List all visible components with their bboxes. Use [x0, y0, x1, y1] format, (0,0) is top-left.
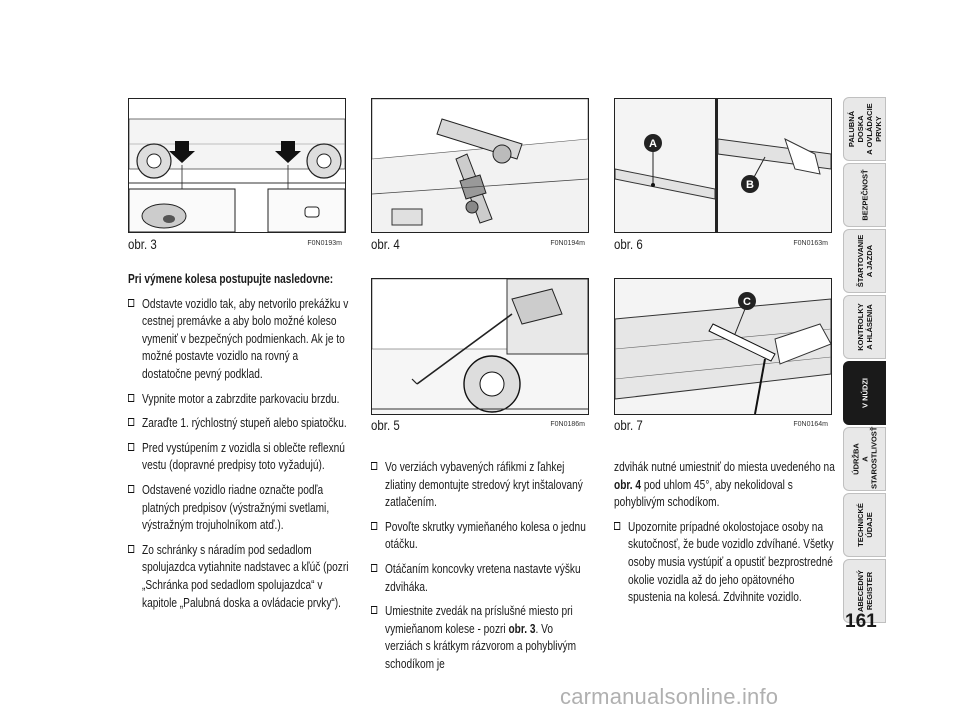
- tab-bezpecnost[interactable]: BEZPEČNOSŤ: [843, 163, 886, 227]
- list-item: Zaraďte 1. rýchlostný stupeň alebo spiatočku.: [128, 414, 350, 432]
- list-item: Odstavte vozidlo tak, aby netvorilo prekážku v cestnej premávke a aby bolo možné koleso vymeniť v bezpečných podmienkach. Ak je to možné postavte vozidlo na rovný a dostatočne pevný podklad.: [128, 295, 350, 383]
- list-item: Upozornite prípadné okolostojace osoby na skutočnosť, že bude vozidlo zdvíhané. Všetky osoby musia vystúpiť a opustiť bezprostredné okolie vozidla až do jeho opätovného spustenia na kolesá. Zdvihnite vozidlo.: [614, 518, 836, 606]
- figure-reference: obr. 4: [614, 476, 642, 492]
- figure-obr-4: [371, 98, 589, 233]
- figure-reference: obr. 3: [508, 620, 536, 636]
- caption-obr-6: obr. 6: [614, 236, 643, 252]
- figure-obr-3: [128, 98, 346, 233]
- figure-code-obr-7: F0N0164m: [793, 421, 828, 428]
- list-item: Vo verziách vybavených ráfikmi z ľahkej zliatiny demontujte stredový kryt inštalovaný zatlačením.: [371, 458, 593, 511]
- caption-obr-5: obr. 5: [371, 417, 400, 433]
- callout-c: C: [743, 296, 751, 308]
- step-release-points-illustration: [615, 99, 831, 232]
- van-side-jacking-points-illustration: [129, 99, 345, 232]
- figure-code-obr-3: F0N0193m: [307, 240, 342, 247]
- tab-udrzba[interactable]: ÚDRŽBA A STAROSTLIVOSŤ: [843, 427, 886, 491]
- list-item: Odstavené vozidlo riadne označte podľa platných predpisov (výstražnými svetlami, výstražným trojuholníkom atď.).: [128, 481, 350, 534]
- bullet-square-icon: [128, 485, 134, 493]
- bullet-square-icon: [371, 564, 377, 572]
- bullet-square-icon: [371, 522, 377, 530]
- jack-under-step-illustration: [372, 99, 588, 232]
- paragraph: zdvihák nutné umiestniť do miesta uvedeného na obr. 4 pod uhlom 45°, aby nekolidoval s pohyblivým schodíkom.: [614, 459, 835, 510]
- figure-code-obr-4: F0N0194m: [550, 240, 585, 247]
- list-item: Otáčaním koncovky vretena nastavte výšku zdviháka.: [371, 560, 593, 595]
- step-wrench-illustration: [615, 279, 831, 414]
- caption-obr-3: obr. 3: [128, 236, 157, 252]
- section-heading: Pri výmene kolesa postupujte nasledovne:: [128, 271, 334, 286]
- list-item: Vypnite motor a zabrzdite parkovaciu brzdu.: [128, 390, 350, 408]
- list-item: Povoľte skrutky vymieňaného kolesa o jednu otáčku.: [371, 518, 593, 553]
- bullet-square-icon: [371, 606, 377, 614]
- list-item: Zo schránky s náradím pod sedadlom spolujazdca vytiahnite nadstavec a kľúč (pozri „Schránka pod sedadlom spolujazdca“ v kapitole „Palubná doska a ovládacie prvky“).: [128, 541, 350, 611]
- bullet-square-icon: [128, 545, 134, 553]
- bullet-square-icon: [128, 299, 134, 307]
- list-item: Umiestnite zvedák na príslušné miesto pri vymieňanom kolese - pozri obr. 3. Vo verziách s krátkym rázvorom a pohyblivým schodíkom je: [371, 602, 593, 672]
- tab-kontrolky[interactable]: KONTROLKY A HLÁSENIA: [843, 295, 886, 359]
- tab-startovanie[interactable]: ŠTARTOVANIE A JAZDA: [843, 229, 886, 293]
- text-column-1: [128, 270, 412, 618]
- caption-obr-7: obr. 7: [614, 417, 643, 433]
- tab-technicke-udaje[interactable]: TECHNICKÉ ÚDAJE: [843, 493, 886, 557]
- bullet-square-icon: [614, 522, 620, 530]
- callout-a: A: [649, 138, 657, 150]
- bullet-square-icon: [128, 418, 134, 426]
- callout-b: B: [746, 179, 754, 191]
- bullet-square-icon: [128, 443, 134, 451]
- figure-code-obr-6: F0N0163m: [793, 240, 828, 247]
- figure-obr-6: [614, 98, 832, 233]
- tab-palubna-doska[interactable]: PALUBNÁ DOSKA A OVLÁDACIE PRVKY: [843, 97, 886, 161]
- bullet-square-icon: [371, 462, 377, 470]
- bullet-square-icon: [128, 394, 134, 402]
- caption-obr-4: obr. 4: [371, 236, 400, 252]
- tab-v-nudzi[interactable]: V NÚDZI: [843, 361, 886, 425]
- tab-abecedny-register[interactable]: ABECEDNÝ REGISTER: [843, 559, 886, 623]
- watermark: carmanualsonline.info: [560, 684, 779, 709]
- text-column-2: [371, 458, 655, 680]
- figure-obr-7: [614, 278, 832, 415]
- list-item: Pred vystúpením z vozidla si oblečte reflexnú vestu (dopravné predpisy toto vyžadujú).: [128, 439, 350, 474]
- figure-code-obr-5: F0N0186m: [550, 421, 585, 428]
- page-number: 161: [845, 611, 877, 632]
